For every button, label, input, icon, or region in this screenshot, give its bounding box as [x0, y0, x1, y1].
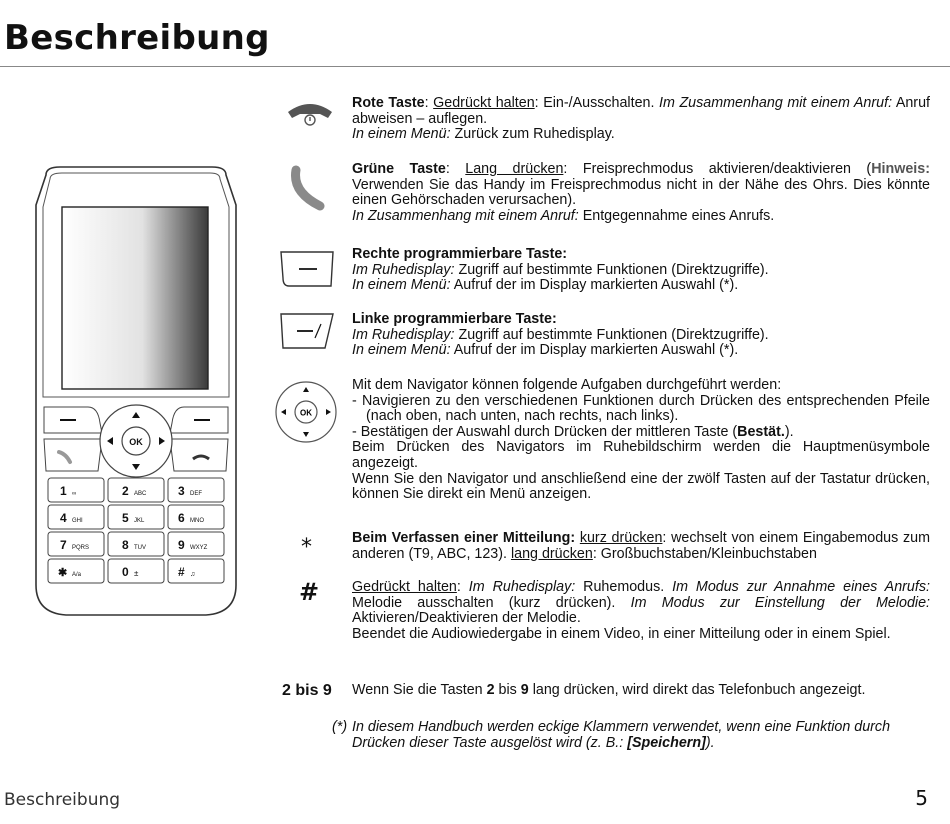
star-key-description: Beim Verfassen einer Mitteilung: kurz drücken: wechselt von einem Eingabemodus zum anderen (T9, ABC, 123). lang drücken: Großbuchstaben/Kleinbuchstaben — [352, 530, 930, 562]
red-key-description: Rote Taste: Gedrückt halten: Ein-/Ausschalten. Im Zusammenhang mit einem Anruf: Anruf abweisen – auflegen. In einem Menü: Zurück zum Ruhedisplay. — [352, 95, 930, 143]
title-rule — [0, 66, 950, 67]
svg-text:±: ± — [134, 569, 139, 578]
svg-text:0: 0 — [122, 565, 129, 579]
right-soft-key-description: Rechte programmierbare Taste: Im Ruhedisplay: Zugriff auf bestimmte Funktionen (Direktzugriffe). In einem Menü: Aufruf der im Display markierten Auswahl (*). — [352, 246, 769, 294]
navigator-description: Mit dem Navigator können folgende Aufgaben durchgeführt werden: - Navigieren zu den verschiedenen Funktionen durch Drücken des entsprechenden Pfeile (nach oben, nach unten, nach rechts, nach links). - Bestätigen der Auswahl durch Drücken der mittleren Taste (Bestät.). Beim Drücken des Navigators im Ruhebildschirm werden die Hauptmenüsymbole angezeigt. Wenn Sie den Navigator und anschließend eine der zwölf Tasten auf der Tastatur drücken, können Sie direkt ein Menü anzeigen. — [352, 377, 930, 503]
svg-text:WXYZ: WXYZ — [190, 545, 208, 551]
svg-text:2: 2 — [122, 484, 129, 498]
svg-text:8: 8 — [122, 538, 129, 552]
footnote-mark: (*) — [332, 719, 348, 735]
svg-text:✱: ✱ — [58, 567, 68, 579]
footer-section: Beschreibung — [4, 790, 121, 810]
green-key-icon — [286, 162, 332, 212]
svg-text:MNO: MNO — [190, 518, 204, 524]
hash-key-description: Gedrückt halten: Im Ruhedisplay: Ruhemodus. Im Modus zur Annahme eines Anrufs: Melodie ausschalten (kurz drücken). Im Modus zur Einstellung der Melodie: Aktivieren/Deaktivieren der Melodie. Beendet die Audiowiedergabe in einem Video, in einer Mitteilung oder in einem Spiel. — [352, 579, 930, 642]
svg-text:DEF: DEF — [190, 491, 202, 497]
star-symbol: * — [301, 535, 312, 560]
footnote-text: In diesem Handbuch werden eckige Klammern verwendet, wenn eine Funktion durch Drücken dieser Taste ausgelöst wird (z. B.: [Speichern]). — [352, 719, 891, 751]
hash-symbol: # — [299, 578, 320, 606]
svg-text:JKL: JKL — [134, 518, 145, 524]
keys-2-9-description: Wenn Sie die Tasten 2 bis 9 lang drücken, wird direkt das Telefonbuch angezeigt. — [352, 682, 866, 698]
page-title: Beschreibung — [4, 18, 270, 58]
svg-text:OK: OK — [300, 408, 312, 418]
right-soft-key-icon — [279, 248, 335, 290]
navigator-icon — [272, 380, 340, 444]
svg-text:#: # — [178, 565, 185, 579]
phone-illustration — [30, 165, 242, 617]
svg-text:ABC: ABC — [134, 491, 147, 497]
svg-text:TUV: TUV — [134, 545, 146, 551]
svg-text:5: 5 — [122, 511, 129, 525]
svg-text:♫: ♫ — [190, 571, 196, 578]
phone-screen — [62, 207, 208, 389]
red-key-icon — [284, 98, 336, 128]
svg-text:3: 3 — [178, 484, 185, 498]
svg-text:7: 7 — [60, 538, 67, 552]
left-soft-key-icon — [279, 310, 335, 352]
green-key-description: Grüne Taste: Lang drücken: Freisprechmodus aktivieren/deaktivieren (Hinweis: Verwenden Sie das Handy im Freisprechmodus nicht in der Nähe des Ohrs. Dies könnte einen Gehörschaden verursachen). In Zusammenhang mit einem Anruf: Entgegennahme eines Anrufs. — [352, 161, 930, 224]
svg-text:A/a: A/a — [72, 572, 82, 578]
keys-2-9-label: 2 bis 9 — [282, 682, 332, 699]
svg-text:4: 4 — [60, 511, 67, 525]
svg-text:1: 1 — [60, 484, 67, 498]
svg-text:9: 9 — [178, 538, 185, 552]
left-soft-key-description: Linke programmierbare Taste: Im Ruhedisplay: Zugriff auf bestimmte Funktionen (Direktzugriffe). In einem Menü: Aufruf der im Display markierten Auswahl (*). — [352, 311, 769, 359]
page-number: 5 — [915, 786, 928, 810]
svg-text:GHI: GHI — [72, 518, 83, 524]
svg-text:∞: ∞ — [72, 491, 77, 497]
svg-text:6: 6 — [178, 511, 185, 525]
ok-key-label: OK — [129, 437, 143, 447]
svg-text:PQRS: PQRS — [72, 545, 90, 551]
